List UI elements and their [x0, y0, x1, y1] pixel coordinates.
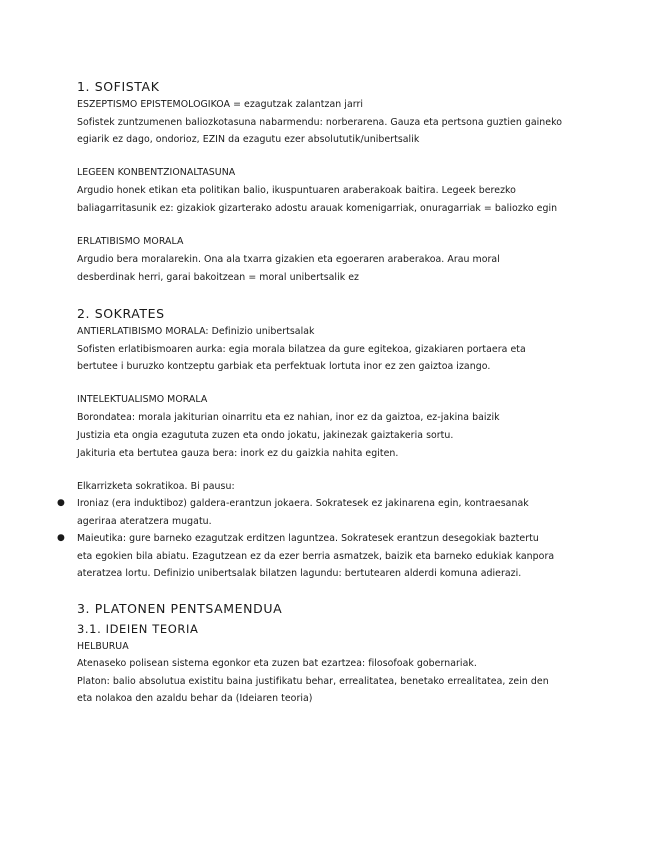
text-line: Argudio honek etikan eta politikan balio, ikuspuntuaren araberakoak baitira. Legeek berezko: [77, 185, 516, 196]
text-line: desberdinak herri, garai bakoitzean = moral unibertsalik ez: [77, 272, 360, 283]
list-item: Maieutika: gure barneko ezagutzak erditzen laguntzea. Sokratesek erantzun desegokiak baztertu: [77, 533, 539, 544]
bullet-icon: ●: [57, 498, 65, 508]
subheading-ideien-teoria: 3.1. IDEIEN TEORIA: [77, 622, 199, 636]
subheading-erlatibismo: ERLATIBISMO MORALA: [77, 236, 184, 247]
list-item: eta egokien bila abiatu. Ezagutzean ez da ezer berria asmatzek, baizik eta barneko edukiak kanpora: [77, 551, 555, 562]
text-line: bertutee i buruzko kontzeptu garbiak eta perfektuak lortuta inor ez zen gaiztoa izango.: [77, 361, 491, 372]
text-line: Justizia eta ongia ezagututa zuzen eta ondo jokatu, jakinezak gaiztakeria sortu.: [77, 430, 454, 441]
subheading-helburua: HELBURUA: [77, 641, 129, 652]
text-line: Jakituria eta bertutea gauza bera: inork ez du gaizkia nahita egiten.: [77, 448, 399, 459]
text-line: Sofisten erlatibismoaren aurka: egia morala bilatzea da gure egitekoa, gizakiaren portaera eta: [77, 344, 526, 355]
subheading-antierlatibismo: ANTIERLATIBISMO MORALA: Definizio unibertsalak: [77, 326, 315, 337]
list-item: Ironiaz (era induktiboz) galdera-erantzun jokaera. Sokratesek ez jakinarena egin, kontraesanak: [77, 498, 529, 509]
text-line: Argudio bera moralarekin. Ona ala txarra gizakien eta egoeraren araberakoa. Arau moral: [77, 254, 500, 265]
list-item: ageriraa ateratzera mugatu.: [77, 516, 212, 527]
text-line: Atenaseko polisean sistema egonkor eta zuzen bat ezartzea: filosofoak gobernariak.: [77, 658, 477, 669]
text-line: eta nolakoa den azaldu behar da (Ideiaren teoria): [77, 693, 313, 704]
heading-platonen: 3. PLATONEN PENTSAMENDUA: [77, 601, 283, 616]
subheading-legeen: LEGEEN KONBENTZIONALTASUNA: [77, 167, 236, 178]
text-line: egiarik ez dago, ondorioz, EZIN da ezagutu ezer absolututik/unibertsalik: [77, 134, 420, 145]
text-line: baliagarritasunik ez: gizakiok gizarterako adostu arauak komenigarriak, onuragarriak = baliozko egin: [77, 203, 558, 214]
text-line: Borondatea: morala jakiturian oinarritu eta ez nahian, inor ez da gaiztoa, ez-jakina baizik: [77, 412, 500, 423]
heading-sokrates: 2. SOKRATES: [77, 306, 165, 321]
text-line: ESZEPTISMO EPISTEMOLOGIKOA = ezagutzak zalantzan jarri: [77, 99, 364, 110]
subheading-intelektualismo: INTELEKTUALISMO MORALA: [77, 394, 208, 405]
text-line: Platon: balio absolutua existitu baina justifikatu behar, errealitatea, benetako errealitatea, zein den: [77, 676, 549, 687]
list-item: ateratzea lortu. Definizio unibertsalak bilatzen lagundu: bertutearen alderdi komuna adierazi.: [77, 568, 522, 579]
text-line: Sofistek zuntzumenen baliozkotasuna nabarmendu: norberarena. Gauza eta pertsona guztien gaineko: [77, 117, 563, 128]
text-line: Elkarrizketa sokratikoa. Bi pausu:: [77, 481, 235, 492]
bullet-icon: ●: [57, 533, 65, 543]
heading-sofistak: 1. SOFISTAK: [77, 79, 160, 94]
